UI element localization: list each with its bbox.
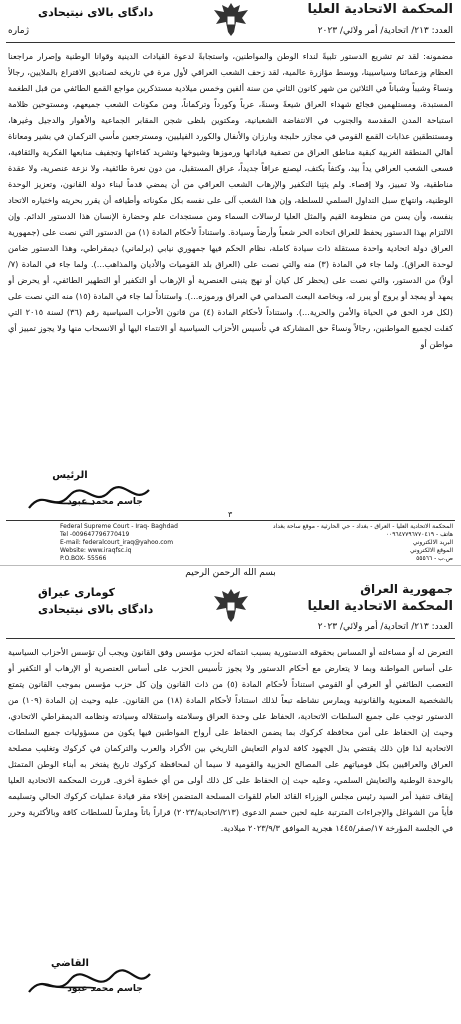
page-number: ٣ [228,510,233,519]
signature-name: جاسم محمد عبود [67,984,143,994]
footer-divider [6,520,455,521]
header-divider [6,42,455,43]
footer-line: المحكمة الاتحادية العليا - العراق - بغداد - حي الحارثية - موقع ساحة بغداد [272,523,453,530]
footer-line: Federal Supreme Court - Iraq- Baghdad [60,523,178,530]
footer-line: هاتف - ٠٠٩٦٤٧٧٩٦٧٧٠٤١٩ [385,531,453,538]
signature-title: القاضي [51,958,89,969]
court-name-header: المحكمة الاتحادية العليا [307,599,453,614]
document-page-2 [0,566,461,1024]
header-divider [6,638,455,639]
kurdish-court-name: دادگای بالای نیتیحادی [38,6,154,19]
reference-number: العدد: ٢١٣/ اتحادية/ أمر ولائي/ ٢٠٢٣ [317,622,453,632]
kurdish-republic-name: كوماری عيراق [38,586,115,599]
kurdish-court-name: دادگای بالای نیتیحادی [38,603,154,616]
signature-title: الرئيس [52,470,88,481]
basmala: بسم الله الرحمن الرحيم [185,568,276,578]
reference-label-kurdish: ژمارە [8,26,29,36]
footer-line: البريد الالكتروني [412,539,453,546]
ruling-text-page-1: مضمونه: لقد تم تشريع الدستور تلبيةً لنداء الوطن والمواطنين، واستجابةً لدعوة القيادات الدينية وقوانا الوطنية وإصرار مراجعنا العظام وزعمائنا وسياسيينا، ووسط مؤازرة عالمية، لقد زحف الشعب العراقي لأول مرة في تاريخه لصناديق الاقتراع بالملايين، رجالاً ونساءً وشيباً وشباناً في الثلاثين من شهر كانون الثاني من سنة ألفين وخمس ميلادية مستذكرين مواجع القمع الطائفي من قبل الطغمة المستبدة، ومستلهمين فجائع شهداء العراق شيعةً وسنةً، عرباً وكورداً وتركماناً، ومن مكونات الشعب جميعهم، ومستوحين ظلامة استباحة المدن المقدسة والجنوب في الانتفاضة الشعبانية، ومكتوين بلظى شجن المقابر الجماعية والأهوار والدجيل وغيرها، ومستنطقين عذابات القمع القومي في مجازر حلبجة وبارزان والأنفال والكورد الفيليين، ومسترجعين مأسي التركمان في بشير ومعاناة أهالي المنطقة الغربية كبقية مناطق العراق من تصفية قياداتها ورموزها وشيوخها وتشريد كفاءاتها وتجفيف منابعها الفكرية والثقافية، فسعى الشعب العراقي يداً بيد، وكتفاً بكتف، ليصنع عراقاً جديداً، عراق المستقبل، من دون نعرة طائفية، ولا نزعة عنصرية، ولا عقدة مناطقية، ولا تمييز، ولا إقصاء. ولم يثنِنا التكفير والإرهاب الشعب العراقي من أن يمضي قدماً لبناء دولة القانون، وتعزيز الوحدة الوطنية، وانتهاج سبل التداول السلمي للسلطة، وإن هذا الشعب آلى على نفسه بكل مكوناته وأطيافه أن يقرر بحريته واختياره الاتحاد بنفسه، وأن يسن من منظومة القيم والمثل العليا لرسالات السماء ومن مستجدات علم وحضارة الإنسان هذا الدستور الدائم. وإن الالتزام بهذا الدستور يحفظ للعراق اتحاده الحر شعباً وأرضاً وسيادة. واستناداً لأحكام المادة (١) من الدستور التي نصت على (جمهورية العراق دولة اتحادية واحدة مستقلة ذات سيادة كاملة، نظام الحكم فيها جمهوري نيابي (برلماني) ديمقراطي، وهذا الدستور ضامن لوحدة العراق). ولما جاء في المادة (٣) منه والتي نصت على (العراق بلد القوميات والأديان والمذاهب...). ولما جاء في المادة (٧/ أولاً) من الدستور، والتي نصت على (يحظر كل كيان أو نهج يتبنى العنصرية أو الإرهاب أو التكفير أو التطهير الطائفي، أو يحرض أو يمهد أو يمجد أو يروج أو يبرر له، وبخاصة البعث الصدامي في العراق ورموزه...). واستناداً لما جاء في المادة (١٥) منه التي نصت على (لكل فرد الحق في الحياة والأمن والحرية...). واستناداً لأحكام المادة (٤) من قانون الأحزاب السياسية رقم (٣٦) لسنة ٢٠١٥ التي كفلت لجميع المواطنين، رجالاً ونساءً حق المشاركة في تأسيس الأحزاب السياسية أو الانتماء اليها أو الانسحاب منها ولا يجوز تمييز أي مواطن أو [8,51,453,349]
footer-website-link[interactable]: Website: www.iraqfsc.iq [60,547,132,554]
signature-name: جاسم محمد عبود [67,497,143,507]
footer-email-link[interactable]: E-mail: federalcourt_iraq@yahoo.com [60,539,174,546]
iraq-eagle-emblem-icon [210,0,252,38]
court-name-header: المحكمة الاتحادية العليا [307,2,453,17]
footer-line: ص.ب - ٥٥٥٦٦ [416,555,453,562]
footer-line: P.O.BOX- 55566 [60,555,107,562]
republic-name: جمهورية العراق [360,582,453,596]
footer-line: الموقع الالكتروني [410,547,453,554]
footer-contact-english [60,523,210,563]
iraq-eagle-emblem-icon [210,586,252,624]
footer-contact-arabic [253,523,453,563]
reference-number: العدد: ٢١٣/ اتحادية/ أمر ولائي/ ٢٠٢٣ [317,26,453,36]
ruling-text-page-2: التعرض له أو مساءلته أو المساس بحقوقه الدستورية بسبب انتمائه لحزب مؤسس وفق القانون ويجب أن تؤسس الأحزاب السياسية على أساس المواطنة وبما لا يتعارض مع أحكام الدستور ولا يجوز تأسيس الحزب على أساس العنصرية أو الإرهاب أو التكفير أو التعصب الطائفي أو العرقي أو القومي استناداً لأحكام المادة (٥) من ذات القانون وإن كل حزب مؤسس بموجب القانون يتمتع بالشخصية المعنوية والقانونية ويمارس نشاطه تبعاً لذلك استناداً لأحكام المادة (١٨) من القانون. عليه وحيث إن المادة (١٠٩) من الدستور توجب على جميع السلطات الاتحادية، الحفاظ على وحدة العراق وسلامته واستقلاله وسيادته ونظامه الديمقراطي الاتحادي، وحيث إن الحفاظ على أمن محافظة كركوك بما يضمن الحفاظ على أرواح المواطنين فيها يكون من مسؤوليات جميع السلطات الاتحادية لذا فإن ذلك يقتضي بذل الجهود كافة لدوام التعايش التاريخي بين الأكراد والعرب والتركمان في كركوك وتغليب مصلحة العراق والعراقيين بكل قومياتهم على المصالح الحزبية والقومية لا سيما أن لمحافظة كركوك تاريخ يفتخر به أبناء الوطن المتمثل بالوحدة الوطنية والتعايش السلمي، وعليه حيث إن الحفاظ على كل ذلك أولى من أي خطوة أخرى. قررت المحكمة الاتحادية العليا إيقاف تنفيذ أمر السيد رئيس مجلس الوزراء القائد العام للقوات المسلحة المتضمن إخلاء مقر قيادة عمليات كركوك الحالي وتسليمه فأياً من الشواغل والإجراءات المترتبة عليه لحين حسم الدعوى (٢١٣/اتحادية/٢٠٢٣) قراراً باتاً وملزماً للسلطات كافة وبالأكثرية وحرر في الجلسة المؤرخة ١٧/صفر/١٤٤٥ هجرية الموافق ٢٠٢٣/٩/٣ ميلادية. [8,647,453,833]
footer-line: Tel -009647796770419 [60,531,130,538]
